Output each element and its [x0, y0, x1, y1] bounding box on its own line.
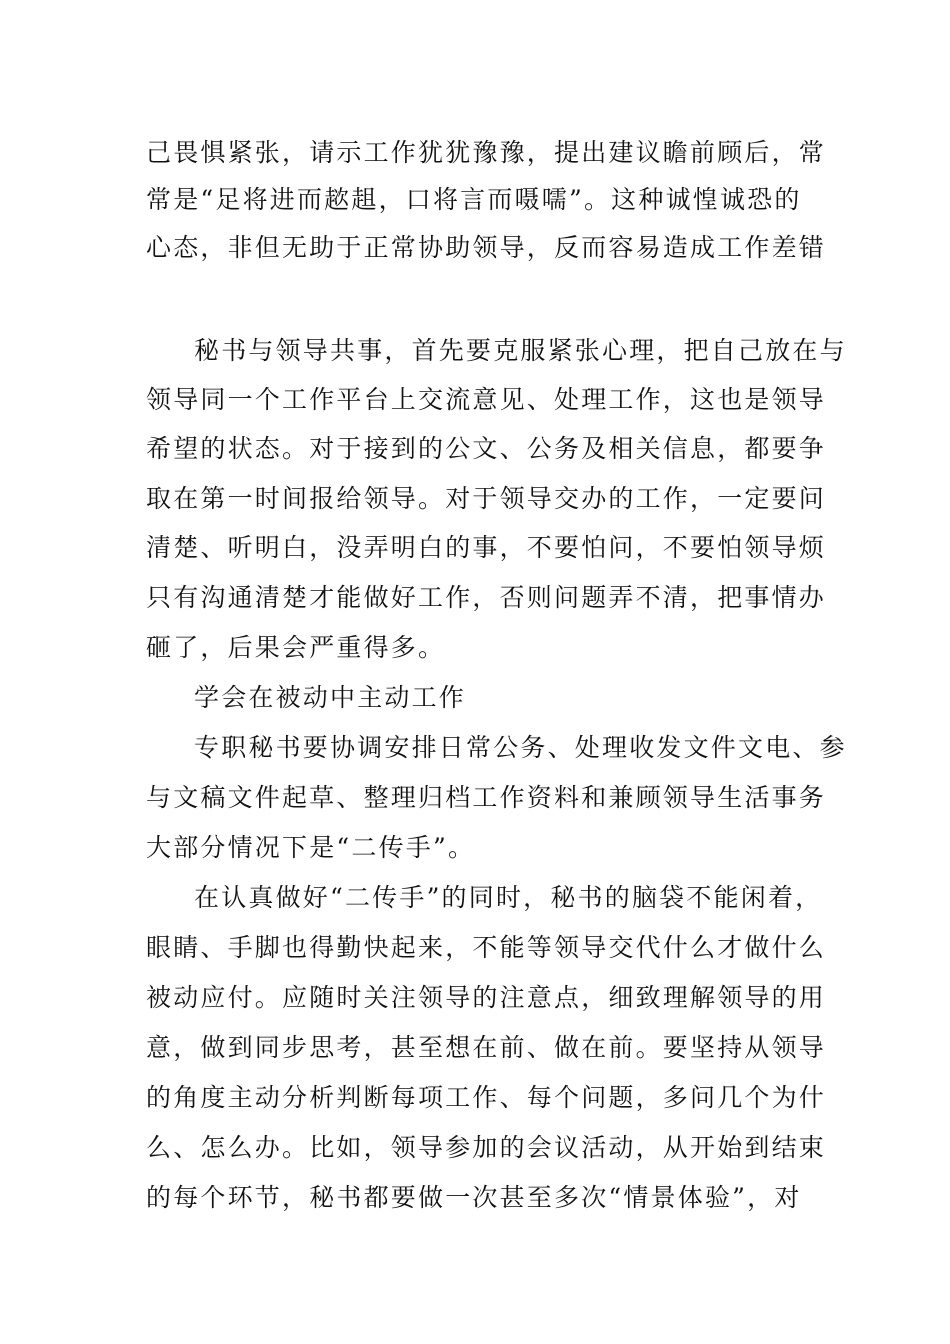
text-line: 被动应付。应随时关注领导的注意点，细致理解领导的用: [146, 983, 827, 1012]
text-line: 常是“足将进而趑趄，口将言而嗫嚅”。这种诚惶诚恐的: [146, 185, 802, 214]
text-line: 大部分情况下是“二传手”。: [146, 833, 476, 862]
text-line: 希望的状态。对于接到的公文、公务及相关信息，都要争: [146, 434, 827, 463]
text-line: 与文稿文件起草、整理归档工作资料和兼顾领导生活事务: [146, 783, 827, 812]
text-line: 砸了，后果会严重得多。: [146, 633, 446, 662]
paragraph-start-line: 在认真做好“二传手”的同时，秘书的脑袋不能闲着，: [194, 883, 823, 912]
text-line: 领导同一个工作平台上交流意见、处理工作，这也是领导: [146, 385, 827, 414]
text-line: 只有沟通清楚才能做好工作，否则问题弄不清，把事情办: [146, 583, 827, 612]
text-line: 心态，非但无助于正常协助领导，反而容易造成工作差错: [146, 233, 827, 262]
text-line: 的角度主动分析判断每项工作、每个问题，多问几个为什: [146, 1083, 827, 1112]
text-line: 眼睛、手脚也得勤快起来，不能等领导交代什么才做什么: [146, 933, 827, 962]
section-heading: 学会在被动中主动工作: [194, 683, 467, 712]
text-line: 么、怎么办。比如，领导参加的会议活动，从开始到结束: [146, 1133, 827, 1162]
text-line: 清楚、听明白，没弄明白的事，不要怕问，不要怕领导烦: [146, 533, 827, 562]
paragraph-start-line: 专职秘书要协调安排日常公务、处理收发文件文电、参: [194, 733, 847, 762]
text-line: 取在第一时间报给领导。对于领导交办的工作，一定要问: [146, 484, 827, 513]
text-line: 意，做到同步思考，甚至想在前、做在前。要坚持从领导: [146, 1033, 827, 1062]
text-line: 己畏惧紧张，请示工作犹犹豫豫，提出建议瞻前顾后，常: [146, 138, 827, 167]
text-line: 的每个环节，秘书都要做一次甚至多次“情景体验”，对: [146, 1183, 802, 1212]
paragraph-start-line: 秘书与领导共事，首先要克服紧张心理，把自己放在与: [194, 336, 847, 365]
